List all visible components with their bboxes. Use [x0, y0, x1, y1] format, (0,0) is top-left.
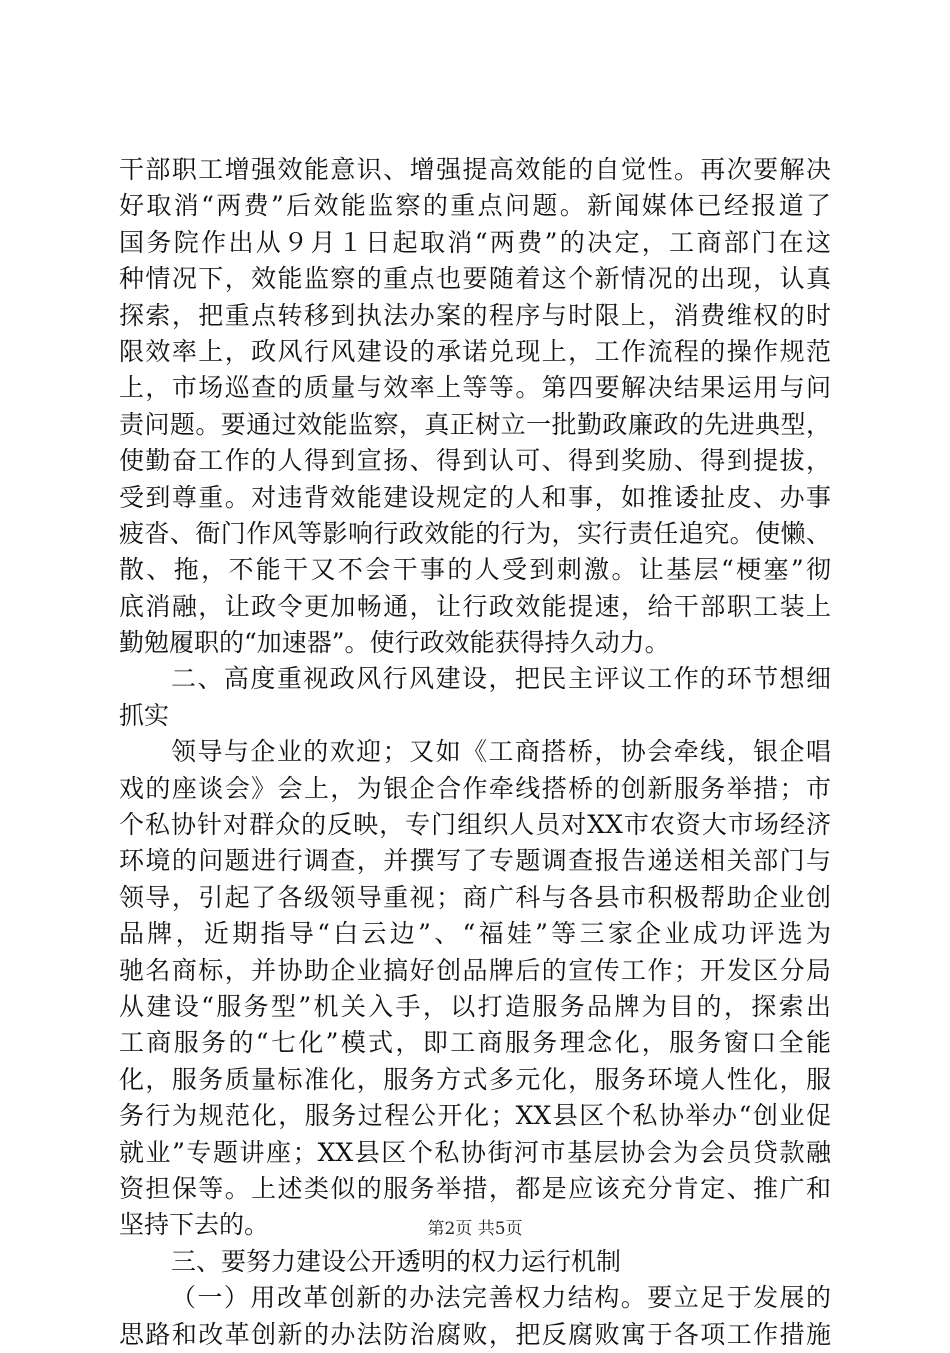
text-line: 工商服务的“七化”模式，即工商服务理念化，服务窗口全能: [119, 1028, 831, 1058]
text-line: 探索，把重点转移到执法办案的程序与时限上，消费维权的时: [119, 300, 831, 330]
text-line: 从建设“服务型”机关入手，以打造服务品牌为目的，探索出: [119, 991, 831, 1021]
text-line: 散、拖，不能干又不会干事的人受到刺激。让基层“梗塞”彻: [119, 555, 831, 585]
text-line: 使勤奋工作的人得到宣扬、得到认可、得到奖励、得到提拔，: [119, 446, 831, 476]
page-number-footer: 第2页 共5页: [427, 1219, 523, 1239]
text-line: 领导与企业的欢迎；又如《工商搭桥，协会牵线，银企唱: [171, 737, 831, 767]
text-line: 务行为规范化，服务过程公开化；XX县区个私协举办“创业促: [119, 1101, 831, 1131]
text-line: 底消融，让政令更加畅通，让行政效能提速，给干部职工装上: [119, 591, 831, 621]
document-body: [119, 152, 831, 1353]
text-line: 国务院作出从９月１日起取消“两费”的决定，工商部门在这: [119, 227, 831, 257]
text-line: 干部职工增强效能意识、增强提高效能的自觉性。再次要解决: [119, 155, 831, 184]
text-line: 好取消“两费”后效能监察的重点问题。新闻媒体已经报道了: [119, 191, 831, 221]
text-line: 就业”专题讲座；XX县区个私协街河市基层协会为会员贷款融: [119, 1137, 831, 1167]
text-line: 种情况下，效能监察的重点也要随着这个新情况的出现，认真: [119, 264, 831, 294]
text-line: 责问题。要通过效能监察，真正树立一批勤政廉政的先进典型，: [119, 409, 831, 439]
text-line: 品牌，近期指导“白云边”、“福娃”等三家企业成功评选为: [119, 919, 831, 949]
text-line: 领导，引起了各级领导重视；商广科与各县市积极帮助企业创: [119, 882, 831, 912]
text-line: 勤勉履职的“加速器”。使行政效能获得持久动力。: [119, 628, 670, 658]
text-line: 受到尊重。对违背效能建设规定的人和事，如推诿扯皮、办事: [119, 482, 831, 512]
text-line: 个私协针对群众的反映，专门组织人员对XX市农资大市场经济: [119, 810, 831, 840]
text-line: 驰名商标，并协助企业搞好创品牌后的宣传工作；开发区分局: [119, 955, 831, 985]
text-line: 抓实: [119, 700, 170, 730]
text-line: 化，服务质量标准化，服务方式多元化，服务环境人性化，服: [119, 1064, 831, 1094]
text-line: 坚持下去的。: [119, 1210, 270, 1240]
text-line: （一）用改革创新的办法完善权力结构。要立足于发展的: [171, 1283, 831, 1313]
text-line: 思路和改革创新的办法防治腐败，把反腐败寓于各项工作措施: [119, 1319, 831, 1349]
text-line: 三、要努力建设公开透明的权力运行机制: [171, 1246, 622, 1276]
text-line: 资担保等。上述类似的服务举措，都是应该充分肯定、推广和: [119, 1173, 831, 1203]
text-line: 二、高度重视政风行风建设，把民主评议工作的环节想细: [171, 664, 831, 694]
text-line: 戏的座谈会》会上，为银企合作牵线搭桥的创新服务举措；市: [119, 773, 831, 803]
text-line: 限效率上，政风行风建设的承诺兑现上，工作流程的操作规范: [119, 336, 831, 366]
text-line: 环境的问题进行调查，并撰写了专题调查报告递送相关部门与: [119, 846, 831, 876]
text-line: 疲沓、衙门作风等影响行政效能的行为，实行责任追究。使懒、: [119, 518, 831, 548]
text-line: 上，市场巡查的质量与效率上等等。第四要解决结果运用与问: [119, 373, 831, 403]
